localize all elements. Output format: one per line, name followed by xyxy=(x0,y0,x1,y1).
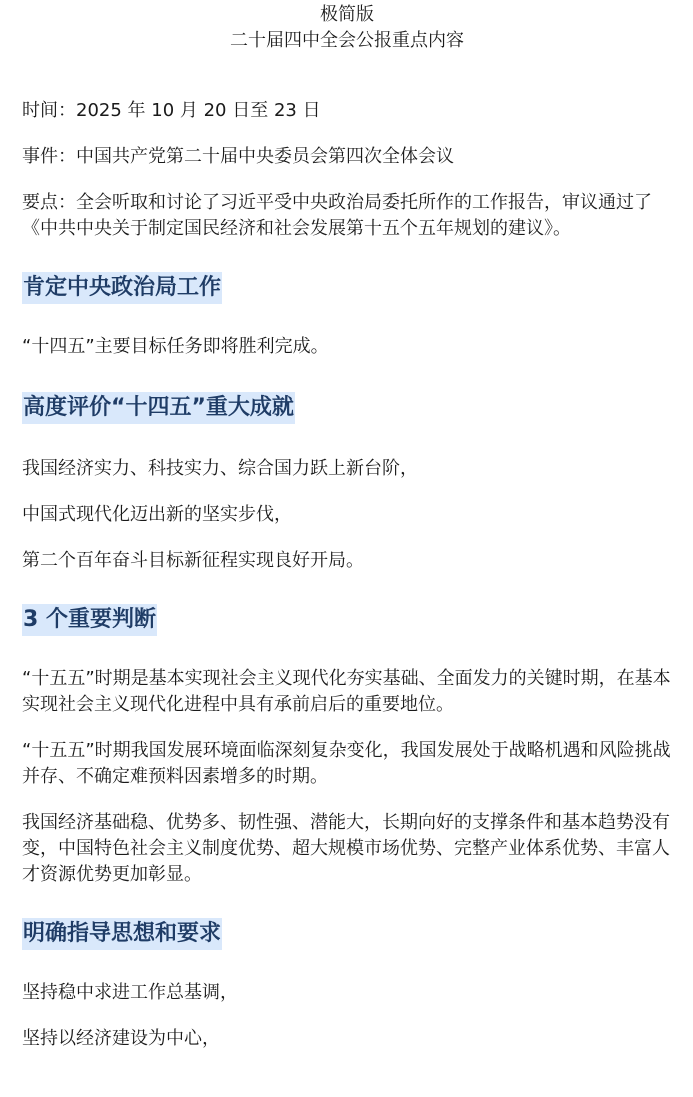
header-subtitle: 极简版 xyxy=(320,4,374,25)
section-heading: 肯定中央政治局工作 xyxy=(22,272,222,304)
section-heading-number: 3 xyxy=(23,607,39,632)
intro-event: 事件：中国共产党第二十届中央委员会第四次全体会议 xyxy=(22,146,454,167)
section-4 xyxy=(22,918,672,1052)
section-2 xyxy=(22,392,672,574)
section-paragraph: 中国式现代化迈出新的坚实步伐， xyxy=(22,504,292,525)
header-title: 二十届四中全会公报重点内容 xyxy=(230,30,464,51)
section-paragraph: “十四五”主要目标任务即将胜利完成。 xyxy=(22,336,329,357)
section-paragraph: 我国经济实力、科技实力、综合国力跃上新台阶， xyxy=(22,458,418,479)
section-paragraph: 坚持以经济建设为中心， xyxy=(22,1028,220,1049)
section-paragraph: “十五五”时期是基本实现社会主义现代化夯实基础、全面发力的关键时期，在基本实现社会主义现代化进程中具有承前启后的重要地位。 xyxy=(22,668,671,715)
intro-time: 时间：2025 年 10 月 20 日至 23 日 xyxy=(22,100,321,121)
section-paragraph: 坚持稳中求进工作总基调， xyxy=(22,982,238,1003)
section-heading: 明确指导思想和要求 xyxy=(22,918,222,950)
section-1 xyxy=(22,272,672,360)
section-paragraph: 第二个百年奋斗目标新征程实现良好开局。 xyxy=(22,550,364,571)
section-heading: 高度评价“十四五”重大成就 xyxy=(22,392,295,424)
section-heading xyxy=(22,604,157,636)
section-heading-text: 个重要判断 xyxy=(38,607,156,632)
section-paragraph: “十五五”时期我国发展环境面临深刻复杂变化，我国发展处于战略机遇和风险挑战并存、不确定难预料因素增多的时期。 xyxy=(22,740,671,787)
document-header xyxy=(22,0,672,54)
section-3 xyxy=(22,604,672,888)
section-paragraph: 我国经济基础稳、优势多、韧性强、潜能大，长期向好的支撑条件和基本趋势没有变，中国特色社会主义制度优势、超大规模市场优势、完整产业体系优势、丰富人才资源优势更加彰显。 xyxy=(22,812,670,885)
intro-key-points: 要点：全会听取和讨论了习近平受中央政治局委托所作的工作报告，审议通过了《中共中央关于制定国民经济和社会发展第十五个五年规划的建议》。 xyxy=(22,192,652,239)
